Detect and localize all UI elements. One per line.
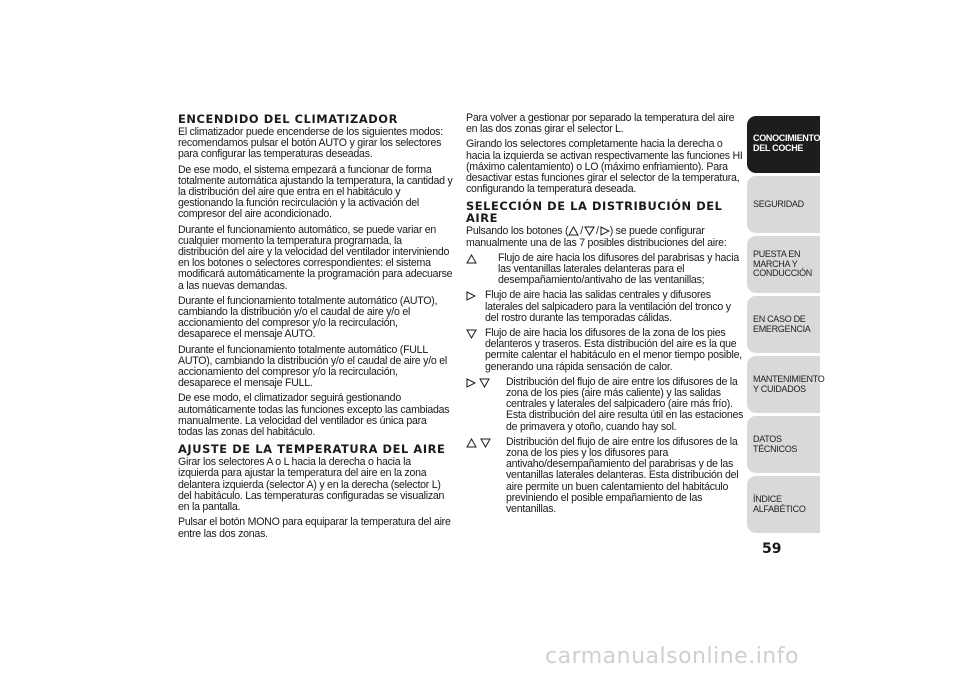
paragraph: Pulsar el botón MONO para equiparar la temperatura del aire entre las dos zonas. xyxy=(178,516,451,540)
right-column xyxy=(466,113,744,519)
bullet-text: Distribución del flujo de aire entre los difusores de la zona de los pies y los difusores para antivaho/desempañamiento del parabrisas y de las ventanillas laterales delanteras. Esta distribución del aire permite un buen calentamiento del habitáculo previniendo el posible empañamiento de las ventanillas. xyxy=(506,435,739,516)
tab-indice-alfabetico[interactable]: ÍNDICE ALFABÉTICO xyxy=(747,476,820,533)
distribution-option-windshield xyxy=(466,253,744,287)
section-heading-encendido: ENCENDIDO DEL CLIMATIZADOR xyxy=(178,112,398,126)
distribution-option-face-feet xyxy=(466,377,744,433)
distribution-option-windshield-feet xyxy=(466,437,744,515)
bullet-icons xyxy=(466,437,500,515)
paragraph: Durante el funcionamiento automático, se puede variar en cualquier momento la temperatura programada, la distribución del aire y la velocidad del ventilador interviniendo en los botones o selectores correspondientes: el sistema modificará automáticamente la programación para adecuarse a las nuevas demandas. xyxy=(178,223,453,292)
tab-puesta-en-marcha[interactable]: PUESTA EN MARCHA Y CONDUCCIÓN xyxy=(747,236,820,293)
bullet-text: Flujo de aire hacia los difusores de la zona de los pies delanteros y traseros. Esta distribución del aire es la que permite calentar el habitáculo en el menor tiempo posible, generando una rápida sensación de calor. xyxy=(485,327,742,373)
triangle-down-icon xyxy=(479,378,490,388)
tab-mantenimiento[interactable]: MANTENIMIENTO Y CUIDADOS xyxy=(747,356,820,413)
triangle-up-icon xyxy=(466,254,477,264)
bullet-text: Flujo de aire hacia las salidas centrales y difusores laterales del salpicadero para la ventilación del tronco y del rostro durante las temporadas cálidas. xyxy=(485,289,731,324)
paragraph: Durante el funcionamiento totalmente automático (AUTO), cambiando la distribución y/o el caudal de aire y/o el accionamiento del compresor y/o la recirculación, desaparece el mensaje AUTO. xyxy=(178,294,438,341)
watermark: carmanualsonline.info xyxy=(545,644,799,669)
section-heading-distribucion: SELECCIÓN DE LA DISTRIBUCIÓN DEL AIRE xyxy=(466,199,723,226)
bullet-text: Flujo de aire hacia los difusores del parabrisas y hacia las ventanillas laterales delanteras para el desempañamiento/antivaho de las ventanillas; xyxy=(498,251,739,287)
paragraph: Girar los selectores A o L hacia la derecha o hacia la izquierda para ajustar la temperatura del aire en la zona delantera izquierda (selector A) y en la derecha (selector L) del habitáculo. Las temperaturas configuradas se visualizan en la pantalla. xyxy=(178,456,445,514)
paragraph: Para volver a gestionar por separado la temperatura del aire en las dos zonas girar el selector L. xyxy=(466,112,735,136)
tab-en-caso-de-emergencia[interactable]: EN CASO DE EMERGENCIA xyxy=(747,296,820,353)
tab-seguridad[interactable]: SEGURIDAD xyxy=(747,176,820,233)
paragraph: Durante el funcionamiento totalmente automático (FULL AUTO), cambiando la distribución y/o el caudal de aire y/o el accionamiento del compresor y/o la recirculación, desaparece el mensaje FULL. xyxy=(178,343,447,390)
paragraph: De ese modo, el sistema empezará a funcionar de forma totalmente automática ajustando la temperatura, la cantidad y la distribución del aire que entra en el habitáculo y gestionando la función recirculación y la activación del compresor del aire acondicionado. xyxy=(178,163,453,221)
triangle-up-icon xyxy=(568,226,579,236)
triangle-right-icon xyxy=(466,291,476,301)
section-heading-ajuste: AJUSTE DE LA TEMPERATURA DEL AIRE xyxy=(178,442,446,457)
bullet-text: Distribución del flujo de aire entre los difusores de la zona de los pies (aire más caliente) y las salidas centrales y laterales del salpicadero (aire más frío). Esta distribución del aire resulta útil en las estaciones de primavera y otoño, cuando hay sol. xyxy=(506,375,744,433)
chapter-tabs xyxy=(747,116,825,536)
distribution-option-feet xyxy=(466,328,744,373)
tab-conocimiento-del-coche[interactable]: CONOCIMIENTO DEL COCHE xyxy=(747,116,820,173)
bullet-icons xyxy=(466,290,479,324)
triangle-right-icon xyxy=(466,378,476,388)
triangle-down-icon xyxy=(480,438,491,448)
triangle-down-icon xyxy=(584,226,595,236)
bullet-icons xyxy=(466,377,500,433)
tab-datos-tecnicos[interactable]: DATOS TÉCNICOS xyxy=(747,416,820,473)
triangle-down-icon xyxy=(466,329,477,339)
intro-text-before: Pulsando los botones ( xyxy=(466,225,569,238)
distribution-option-face xyxy=(466,290,744,324)
paragraph: De ese modo, el climatizador seguirá gestionando automáticamente todas las funciones excepto las cambiadas manualmente. La velocidad del ventilador es única para todas las zonas del habitáculo. xyxy=(178,392,450,439)
page-number: 59 xyxy=(762,541,782,557)
triangle-right-icon xyxy=(600,226,610,236)
paragraph: El climatizador puede encenderse de los siguientes modos: recomendamos pulsar el botón AUTO y girar los selectores para configurar las temperaturas deseadas. xyxy=(178,126,443,161)
bullet-icons xyxy=(466,328,479,373)
triangle-up-icon xyxy=(466,438,477,448)
inline-icon-group: / / xyxy=(568,226,609,237)
distribution-intro xyxy=(466,226,744,248)
bullet-icons xyxy=(466,253,492,287)
intro-text-after: ) se puede configurar manualmente una de las 7 posibles distribuciones del aire: xyxy=(466,225,727,249)
paragraph: Girando los selectores completamente hacia la derecha o hacia la izquierda se activan respectivamente las funciones HI (máximo calentamiento) o LO (máximo enfriamiento). Para desactivar estas funciones girar el selector de la temperatura, configurando la temperatura deseada. xyxy=(466,138,743,196)
left-column xyxy=(178,113,453,544)
